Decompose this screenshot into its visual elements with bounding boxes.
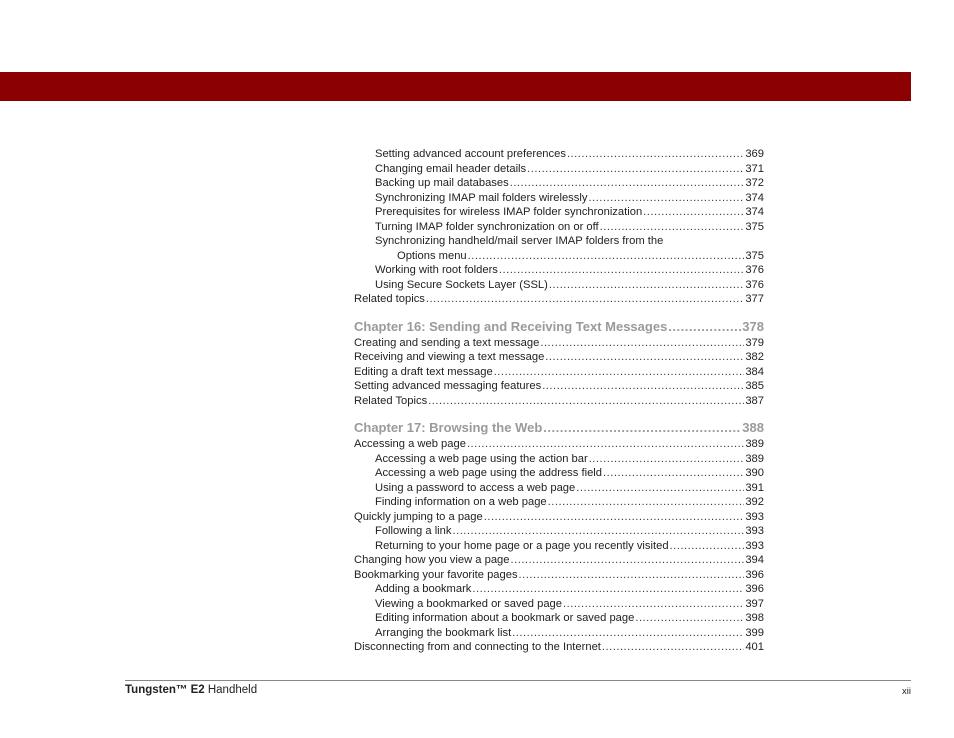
dot-leader: [542, 379, 744, 394]
toc-entry-page: 394: [745, 554, 764, 566]
toc-entry[interactable]: [354, 147, 764, 162]
dot-leader: [510, 176, 745, 191]
table-of-contents: [354, 147, 764, 655]
toc-entry-title: Editing a draft text message: [354, 365, 493, 378]
toc-entry[interactable]: [354, 191, 764, 206]
toc-group-email-continued: [354, 263, 764, 307]
dot-leader: [452, 524, 744, 539]
chapter-16-heading[interactable]: Chapter 16: Sending and Receiving Text Messages ..... 378: [354, 318, 764, 335]
dot-leader: [511, 553, 745, 568]
dot-leader: [519, 568, 745, 583]
toc-entry-wrapped[interactable]: Synchronizing handheld/mail server IMAP folders from the: [375, 235, 664, 247]
toc-entry-title: Synchronizing IMAP mail folders wirelessly: [375, 191, 588, 204]
dot-leader: [589, 452, 745, 467]
toc-entry[interactable]: [354, 481, 764, 496]
toc-entry-page: 391: [745, 481, 764, 494]
dot-leader: [494, 365, 745, 380]
toc-entry-title: Viewing a bookmarked or saved page: [375, 597, 562, 610]
toc-entry[interactable]: [354, 568, 764, 583]
toc-entry[interactable]: [354, 365, 764, 380]
toc-entry-page: 379: [745, 336, 764, 349]
toc-entry-title: Using Secure Sockets Layer (SSL): [375, 278, 548, 291]
toc-entry-page: 393: [745, 525, 764, 537]
toc-entry-title: Adding a bookmark: [375, 583, 472, 595]
dot-leader: [548, 495, 745, 510]
dot-leader: [472, 582, 744, 597]
toc-entry-page: 389: [745, 438, 764, 450]
dot-leader: [527, 162, 744, 177]
toc-entry-title: Creating and sending a text message: [354, 336, 540, 349]
dot-leader: [540, 336, 744, 351]
toc-entry[interactable]: [354, 466, 764, 481]
toc-entry-page: 393: [745, 539, 764, 552]
toc-entry[interactable]: [354, 452, 764, 467]
toc-entry[interactable]: [354, 162, 764, 177]
toc-entry[interactable]: [354, 495, 764, 510]
toc-entry[interactable]: [354, 597, 764, 612]
toc-entry-page: 374: [745, 191, 764, 204]
toc-group-web: [354, 437, 764, 655]
toc-entry-title: Related Topics: [354, 394, 428, 407]
toc-entry[interactable]: [354, 640, 764, 655]
dot-leader: [668, 318, 741, 335]
dot-leader: [549, 278, 744, 293]
toc-entry-title: Turning IMAP folder synchronization on or off: [375, 220, 599, 233]
toc-entry-page: 390: [745, 467, 764, 479]
toc-entry-title: Setting advanced account preferences: [375, 148, 566, 160]
dot-leader: [643, 205, 744, 220]
dot-leader: [484, 510, 745, 525]
toc-entry-title: Backing up mail databases: [375, 177, 509, 189]
dot-leader: [576, 481, 744, 496]
dot-leader: [563, 597, 744, 612]
toc-entry[interactable]: [354, 626, 764, 641]
toc-entry[interactable]: [354, 611, 764, 626]
dot-leader: [468, 249, 745, 264]
dot-leader: [426, 292, 744, 307]
dot-leader: [567, 147, 744, 162]
dot-leader: [467, 437, 744, 452]
footer-product-name: Tungsten™ E2 Handheld: [125, 684, 258, 696]
dot-leader: [545, 350, 744, 365]
toc-entry[interactable]: [354, 553, 764, 568]
toc-entry-title: Quickly jumping to a page: [354, 510, 483, 523]
toc-entry-page: 389: [745, 452, 764, 465]
toc-entry-page: 396: [745, 583, 764, 595]
toc-entry[interactable]: [354, 278, 764, 293]
toc-entry-page: 385: [745, 380, 764, 392]
toc-entry-page: 398: [745, 612, 764, 624]
toc-entry-title: Working with root folders: [375, 264, 498, 276]
toc-entry[interactable]: [354, 582, 764, 597]
toc-entry[interactable]: [354, 350, 764, 365]
toc-entry-title: Editing information about a bookmark or saved page: [375, 612, 635, 624]
dot-leader: [499, 263, 744, 278]
toc-entry[interactable]: [354, 510, 764, 525]
toc-entry-title: Receiving and viewing a text message: [354, 351, 545, 363]
toc-entry-page: 399: [745, 626, 764, 639]
toc-entry-page: 376: [745, 278, 764, 291]
toc-entry-title: Returning to your home page or a page you recently visited: [375, 539, 669, 552]
toc-entry-page: 382: [745, 351, 764, 363]
footer-page-number: xii: [902, 686, 911, 697]
toc-entry-page: 396: [745, 568, 764, 581]
toc-entry-title: Changing email header details: [375, 162, 527, 175]
toc-entry-page: 384: [745, 365, 764, 378]
toc-entry-page: 397: [745, 597, 764, 610]
dot-leader: [512, 626, 744, 641]
toc-entry[interactable]: [354, 292, 764, 307]
dot-leader: [602, 640, 744, 655]
toc-group-email: [354, 147, 764, 234]
toc-entry-title: Following a link: [375, 525, 452, 537]
toc-entry[interactable]: [354, 437, 764, 452]
toc-entry-page: 376: [745, 264, 764, 276]
toc-entry[interactable]: [354, 176, 764, 191]
dot-leader: [635, 611, 744, 626]
toc-entry-wrapped-continued[interactable]: Options menu ..... 375: [354, 249, 764, 264]
dot-leader: [670, 539, 745, 554]
toc-entry-page: 393: [745, 510, 764, 523]
dot-leader: [600, 220, 745, 235]
toc-entry-page: 369: [745, 148, 764, 160]
header-band: [0, 72, 911, 101]
footer-rule: [125, 680, 911, 681]
toc-entry-title: Accessing a web page: [354, 438, 466, 450]
toc-entry[interactable]: [354, 539, 764, 554]
toc-entry[interactable]: [354, 524, 764, 539]
toc-entry-title: Related topics: [354, 293, 425, 305]
toc-entry-title: Accessing a web page using the action bar: [375, 452, 588, 465]
toc-entry-page: 401: [745, 641, 764, 653]
toc-entry-page: 387: [745, 394, 764, 407]
toc-entry[interactable]: [354, 205, 764, 220]
toc-entry-title: Disconnecting from and connecting to the Internet: [354, 641, 601, 653]
toc-entry-title: Using a password to access a web page: [375, 481, 576, 494]
toc-entry[interactable]: [354, 263, 764, 278]
toc-entry-title: Finding information on a web page: [375, 496, 547, 508]
dot-leader: [588, 191, 744, 206]
toc-entry-page: 371: [745, 162, 764, 175]
toc-entry-page: 375: [745, 220, 764, 233]
toc-entry[interactable]: [354, 379, 764, 394]
toc-entry-page: 372: [745, 177, 764, 189]
toc-entry-title: Accessing a web page using the address field: [375, 467, 603, 479]
toc-group-text-messages: [354, 336, 764, 409]
dot-leader: [428, 394, 744, 409]
toc-entry[interactable]: [354, 336, 764, 351]
chapter-17-heading[interactable]: Chapter 17: Browsing the Web ..... 388: [354, 419, 764, 436]
toc-entry-title: Prerequisites for wireless IMAP folder synchronization: [375, 206, 643, 218]
toc-entry-title: Setting advanced messaging features: [354, 380, 542, 392]
toc-entry[interactable]: [354, 394, 764, 409]
dot-leader: [543, 419, 741, 436]
toc-entry-page: 374: [745, 206, 764, 218]
dot-leader: [603, 466, 744, 481]
toc-entry[interactable]: [354, 220, 764, 235]
toc-entry-page: 392: [745, 496, 764, 508]
toc-entry-title: Bookmarking your favorite pages: [354, 568, 518, 581]
toc-entry-title: Changing how you view a page: [354, 554, 510, 566]
toc-entry-title: Arranging the bookmark list: [375, 626, 512, 639]
toc-entry-page: 377: [745, 293, 764, 305]
